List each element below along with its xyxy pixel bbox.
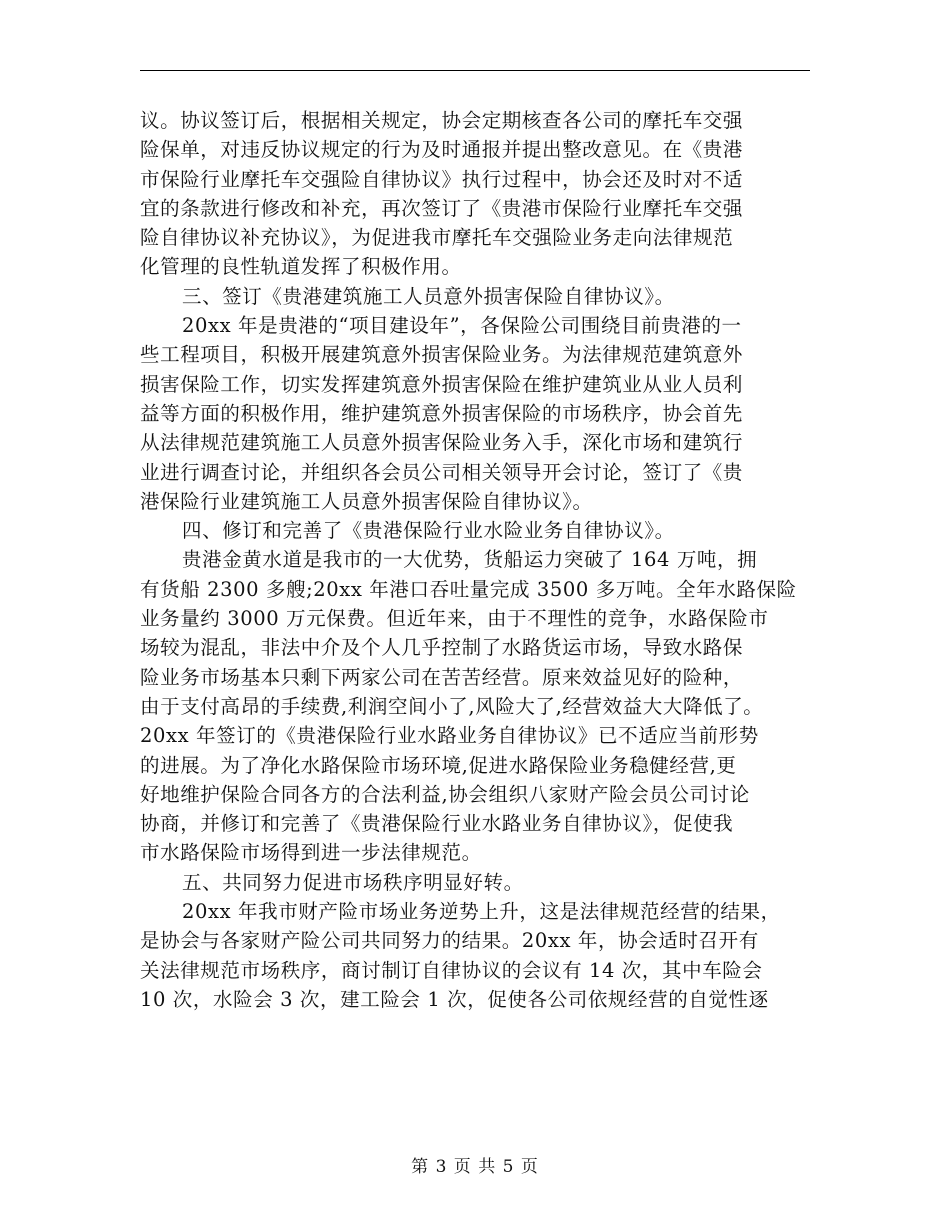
- text-line: 险保单，对违反协议规定的行为及时通报并提出整改意见。在《贵港: [140, 138, 744, 162]
- text-line: 从法律规范建筑施工人员意外损害保险业务入手，深化市场和建筑行: [140, 431, 744, 455]
- text-line: 由于支付高昂的手续费,利润空间小了,风险大了,经营效益大大降低了。: [140, 694, 764, 718]
- text-line: 有货船 2300 多艘;20xx 年港口吞吐量完成 3500 多万吨。全年水路保险: [140, 577, 797, 601]
- text-line: 贵港金黄水道是我市的一大优势，货船运力突破了 164 万吨，拥: [182, 548, 758, 572]
- text-line: 宜的条款进行修改和补充，再次签订了《贵港市保险行业摩托车交强: [140, 196, 744, 220]
- text-line: 业进行调查讨论，并组织各会员公司相关领导开会讨论，签订了《贵: [140, 460, 744, 484]
- text-line: 协商，并修订和完善了《贵港保险行业水路业务自律协议》，促使我: [140, 812, 734, 836]
- text-line: 20xx 年签订的《贵港保险行业水路业务自律协议》已不适应当前形势: [140, 724, 759, 748]
- header-rule: [140, 70, 810, 71]
- text-line: 市保险行业摩托车交强险自律协议》执行过程中，协会还及时对不适: [140, 167, 744, 191]
- text-line: 险自律协议补充协议》，为促进我市摩托车交强险业务走向法律规范: [140, 226, 734, 250]
- text-line: 港保险行业建筑施工人员意外损害保险自律协议》。: [140, 489, 593, 513]
- text-line: 市水路保险市场得到进一步法律规范。: [140, 841, 482, 865]
- text-line: 是协会与各家财产险公司共同努力的结果。20xx 年，协会适时召开有: [140, 929, 759, 953]
- text-line: 的进展。为了净化水路保险市场环境,促进水路保险业务稳健经营,更: [140, 753, 737, 777]
- page-footer: 第 3 页 共 5 页: [411, 1157, 539, 1177]
- text-line: 10 次，水险会 3 次，建工险会 1 次，促使各公司依规经营的自觉性逐: [140, 987, 769, 1011]
- text-line: 化管理的良性轨道发挥了积极作用。: [140, 255, 462, 279]
- text-line: 三、签订《贵港建筑施工人员意外损害保险自律协议》。: [182, 284, 675, 308]
- text-line: 五、共同努力促进市场秩序明显好转。: [182, 870, 524, 894]
- text-line: 四、修订和完善了《贵港保险行业水险业务自律协议》。: [182, 519, 675, 543]
- text-line: 业务量约 3000 万元保费。但近年来，由于不理性的竞争，水路保险市: [140, 607, 769, 631]
- text-line: 20xx 年是贵港的“项目建设年”，各保险公司围绕目前贵港的一: [182, 314, 742, 338]
- text-line: 好地维护保险合同各方的合法利益,协会组织八家财产险会员公司讨论: [140, 782, 750, 806]
- text-line: 议。协议签订后，根据相关规定，协会定期核查各公司的摩托车交强: [140, 109, 744, 132]
- text-line: 场较为混乱，非法中介及个人几乎控制了水路货运市场，导致水路保: [140, 636, 744, 660]
- document-body: [140, 106, 820, 1014]
- text-line: 益等方面的积极作用，维护建筑意外损害保险的市场秩序，协会首先: [140, 401, 744, 425]
- text-line: 20xx 年我市财产险市场业务逆势上升，这是法律规范经营的结果，: [182, 900, 781, 924]
- text-line: 损害保险工作，切实发挥建筑意外损害保险在维护建筑业从业人员利: [140, 372, 744, 396]
- text-line: 险业务市场基本只剩下两家公司在苦苦经营。原来效益见好的险种，: [140, 665, 744, 689]
- text-line: 些工程项目，积极开展建筑意外损害保险业务。为法律规范建筑意外: [140, 343, 744, 367]
- text-line: 关法律规范市场秩序，商讨制订自律协议的会议有 14 次，其中车险会: [140, 958, 763, 982]
